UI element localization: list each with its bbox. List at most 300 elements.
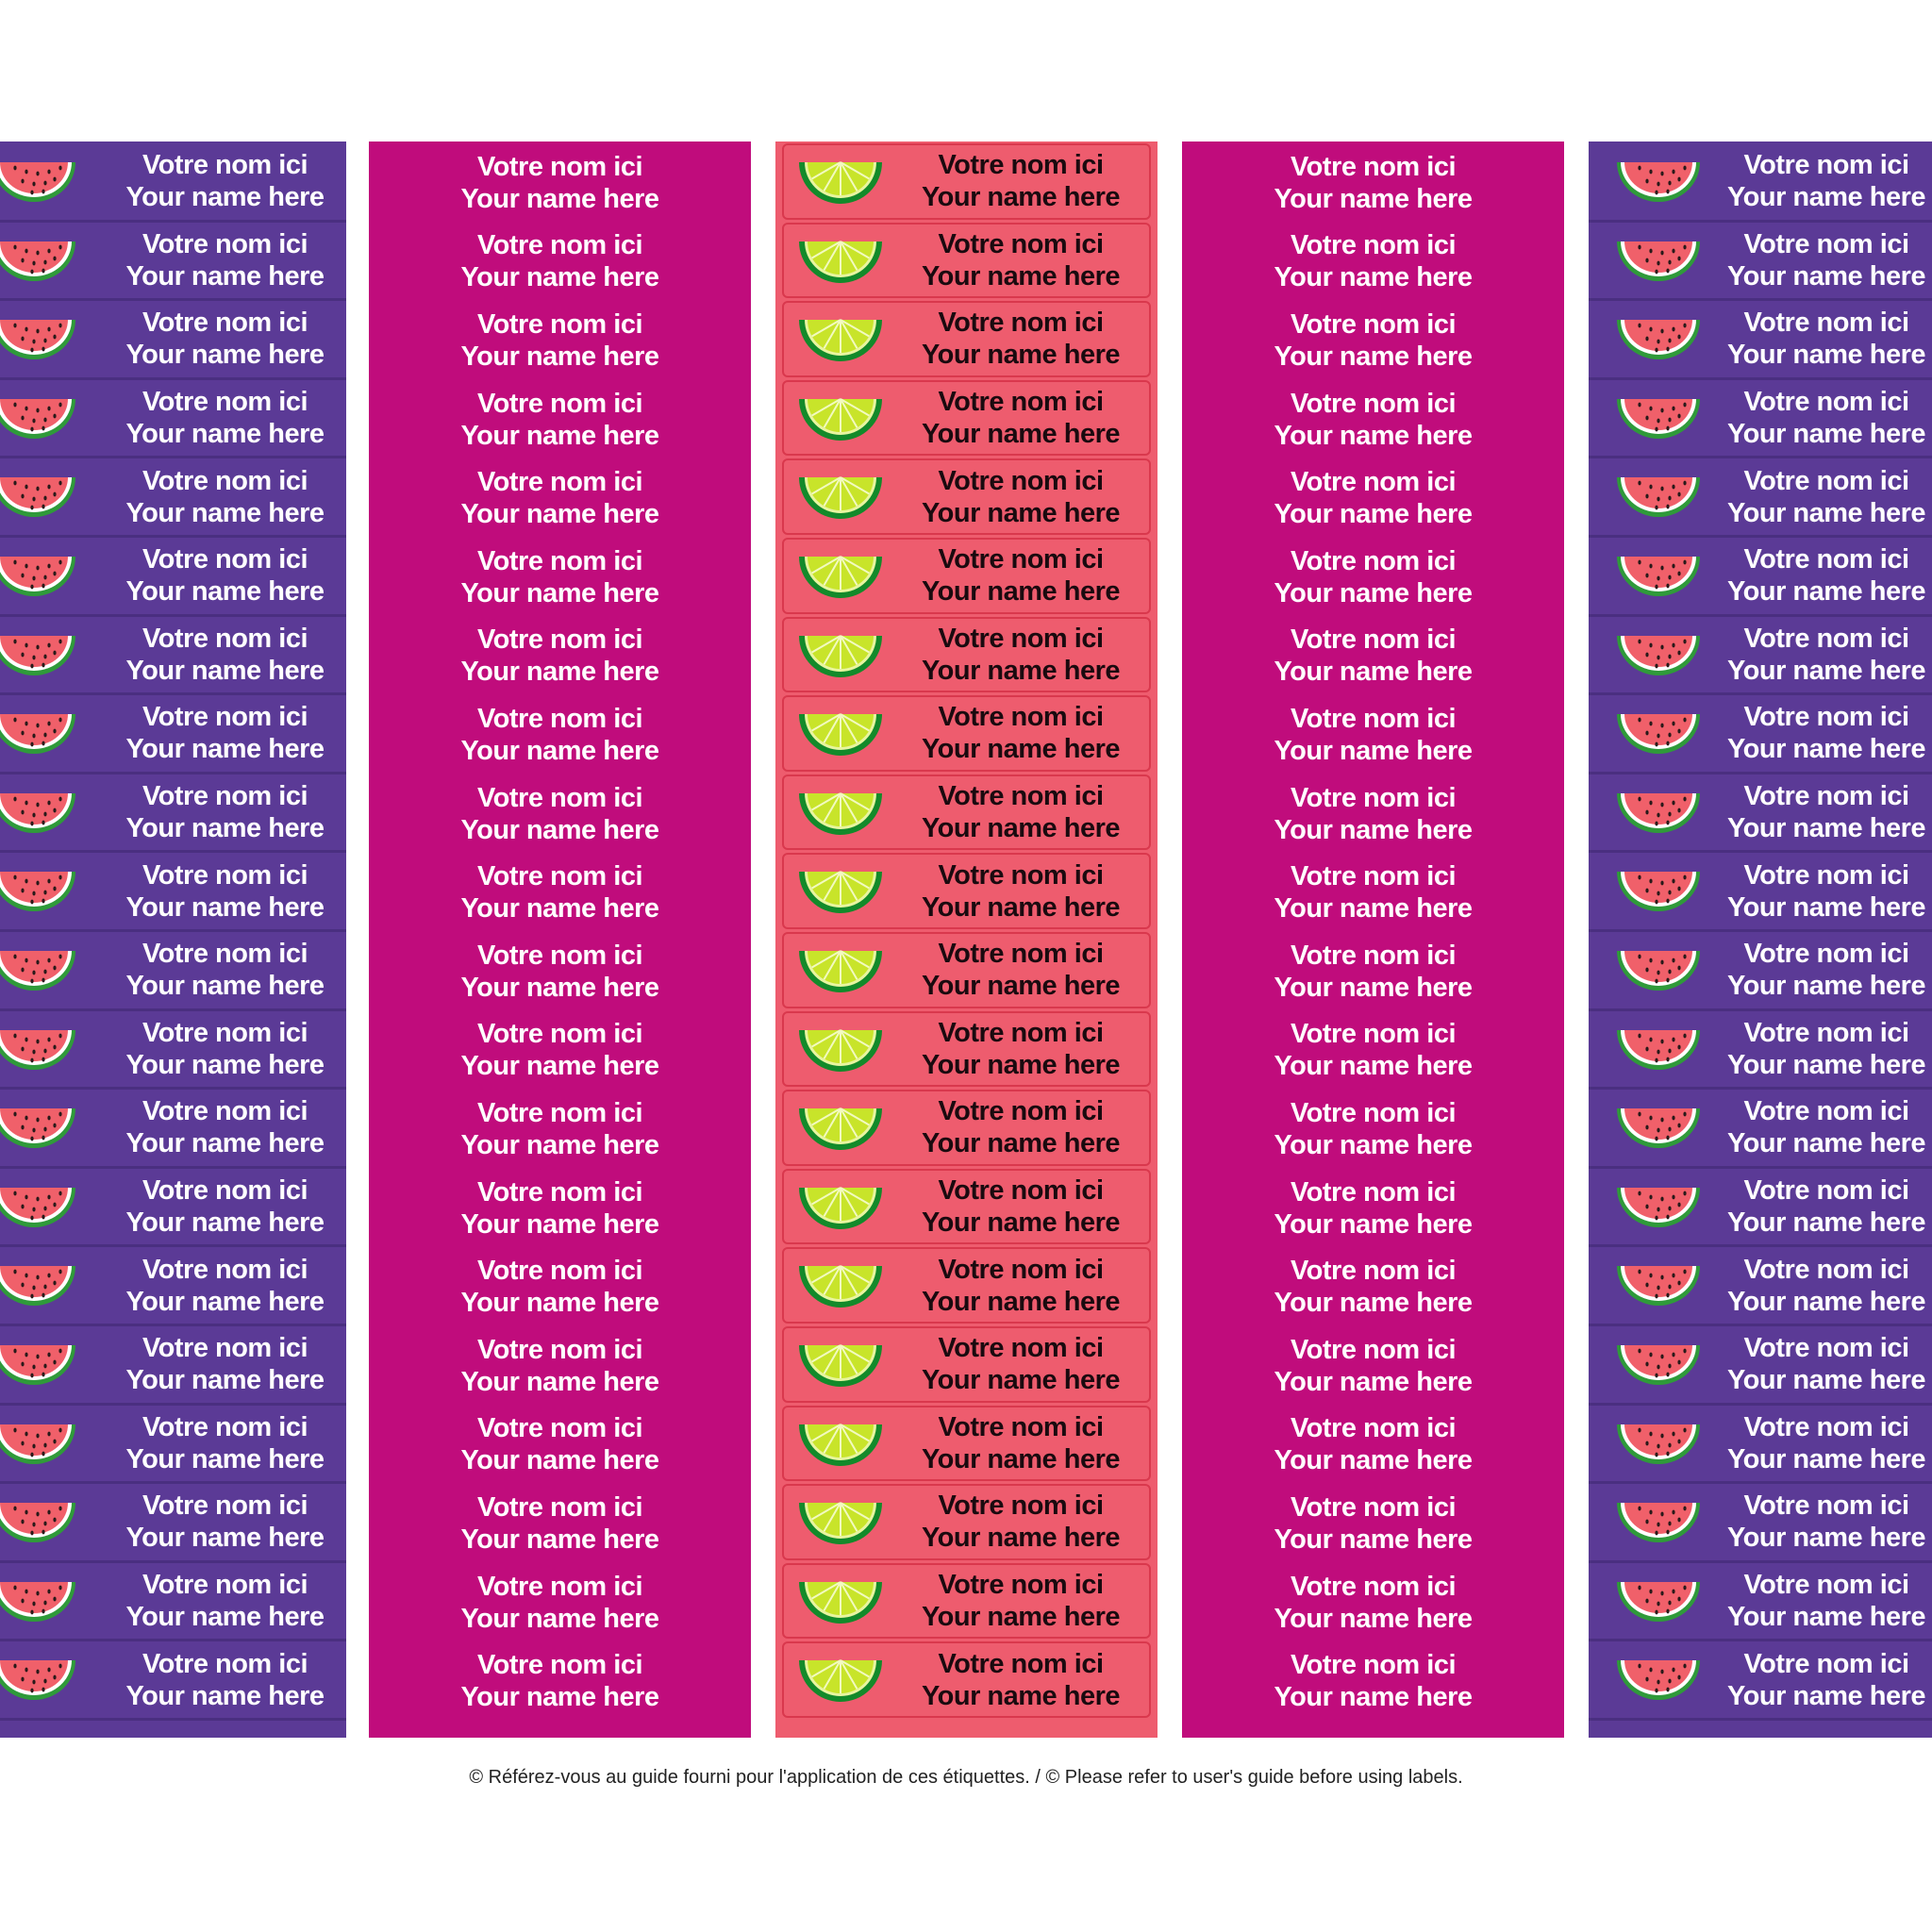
label-line-english: Your name here (460, 657, 659, 688)
label-text (1182, 1484, 1564, 1563)
label-line-french: Votre nom ici (142, 781, 308, 812)
label-line-english: Your name here (1726, 655, 1926, 686)
name-label (782, 853, 1151, 929)
label-line-french: Votre nom ici (938, 623, 1104, 654)
label-text (104, 1484, 346, 1560)
lime-icon (797, 1026, 884, 1072)
name-label (782, 143, 1151, 220)
label-line-french: Votre nom ici (938, 1648, 1104, 1679)
watermelon-icon (1615, 1499, 1702, 1544)
label-text (369, 1011, 751, 1091)
name-label (0, 380, 346, 459)
label-line-english: Your name here (1274, 341, 1473, 372)
watermelon-icon (1615, 553, 1702, 598)
label-line-english: Your name here (1726, 260, 1926, 291)
label-line-english: Your name here (921, 1286, 1121, 1317)
name-label (369, 1011, 751, 1091)
label-line-french: Votre nom ici (1743, 1096, 1909, 1127)
name-label (1589, 458, 1932, 538)
label-line-french: Votre nom ici (1743, 1648, 1909, 1679)
label-line-english: Your name here (921, 1602, 1121, 1633)
label-text (1182, 932, 1564, 1011)
label-line-english: Your name here (460, 1288, 659, 1319)
label-line-french: Votre nom ici (476, 1019, 643, 1050)
label-line-french: Votre nom ici (938, 1175, 1104, 1207)
name-label (0, 301, 346, 380)
label-text (892, 1013, 1149, 1086)
label-text (1182, 1563, 1564, 1642)
name-label (782, 617, 1151, 693)
label-line-english: Your name here (921, 419, 1121, 450)
label-line-french: Votre nom ici (476, 230, 643, 261)
label-line-french: Votre nom ici (938, 465, 1104, 496)
name-label (782, 1484, 1151, 1560)
name-label (0, 1406, 346, 1485)
label-line-english: Your name here (1274, 1524, 1473, 1555)
name-label (369, 695, 751, 774)
label-line-french: Votre nom ici (938, 1570, 1104, 1601)
name-label (1589, 143, 1932, 223)
name-label (782, 538, 1151, 614)
label-line-french: Votre nom ici (1290, 308, 1457, 340)
label-text (1182, 695, 1564, 774)
name-label (1182, 1011, 1564, 1091)
label-text (369, 1406, 751, 1485)
name-label (1589, 853, 1932, 932)
label-line-english: Your name here (921, 1523, 1121, 1554)
label-line-english: Your name here (921, 813, 1121, 844)
name-label (1182, 617, 1564, 696)
label-line-french: Votre nom ici (1743, 859, 1909, 891)
label-line-english: Your name here (1726, 1365, 1926, 1396)
label-text (1721, 1169, 1932, 1245)
label-line-french: Votre nom ici (1743, 1175, 1909, 1207)
label-text (1182, 617, 1564, 696)
label-line-english: Your name here (125, 1365, 325, 1396)
label-line-french: Votre nom ici (1290, 940, 1457, 971)
label-line-french: Votre nom ici (476, 1256, 643, 1287)
label-line-french: Votre nom ici (1290, 1650, 1457, 1681)
label-line-french: Votre nom ici (476, 151, 643, 182)
label-line-french: Votre nom ici (938, 308, 1104, 339)
name-label (1589, 1169, 1932, 1248)
label-text (1182, 774, 1564, 854)
label-line-french: Votre nom ici (1290, 1491, 1457, 1523)
label-text (369, 1247, 751, 1326)
watermelon-icon (0, 1026, 77, 1072)
name-label (1182, 695, 1564, 774)
name-label (1589, 695, 1932, 774)
label-text (369, 301, 751, 380)
label-text (104, 458, 346, 535)
label-line-french: Votre nom ici (142, 1175, 308, 1207)
label-line-french: Votre nom ici (938, 781, 1104, 812)
label-line-french: Votre nom ici (1290, 1176, 1457, 1208)
label-line-english: Your name here (125, 1680, 325, 1711)
lime-icon (797, 868, 884, 913)
label-line-french: Votre nom ici (142, 1096, 308, 1127)
label-text (104, 380, 346, 457)
label-line-english: Your name here (460, 262, 659, 293)
label-line-english: Your name here (125, 1208, 325, 1239)
label-line-english: Your name here (460, 183, 659, 214)
label-line-french: Votre nom ici (1743, 1411, 1909, 1442)
label-line-english: Your name here (921, 1680, 1121, 1711)
name-label (1182, 1169, 1564, 1248)
label-line-french: Votre nom ici (938, 1254, 1104, 1285)
label-line-english: Your name here (1274, 1682, 1473, 1713)
name-label (369, 853, 751, 932)
label-line-english: Your name here (460, 1208, 659, 1240)
label-text (1182, 853, 1564, 932)
label-line-english: Your name here (1726, 182, 1926, 213)
label-line-french: Votre nom ici (1290, 625, 1457, 656)
label-text (892, 697, 1149, 770)
name-label (782, 695, 1151, 772)
label-line-english: Your name here (1726, 1286, 1926, 1317)
watermelon-icon (0, 316, 77, 361)
label-text (892, 540, 1149, 612)
lime-icon (797, 632, 884, 677)
label-line-french: Votre nom ici (1290, 230, 1457, 261)
label-text (1182, 1090, 1564, 1169)
label-line-english: Your name here (460, 735, 659, 766)
label-text (1721, 1406, 1932, 1482)
label-line-french: Votre nom ici (476, 1413, 643, 1444)
label-line-french: Votre nom ici (1743, 308, 1909, 339)
label-text (369, 458, 751, 538)
label-line-english: Your name here (921, 891, 1121, 923)
label-text (1721, 1247, 1932, 1324)
name-label (1589, 932, 1932, 1011)
label-text (892, 619, 1149, 691)
label-text (104, 223, 346, 299)
watermelon-icon (0, 1184, 77, 1229)
label-line-english: Your name here (125, 1523, 325, 1554)
label-line-french: Votre nom ici (938, 939, 1104, 970)
label-line-english: Your name here (125, 1286, 325, 1317)
label-text (1721, 380, 1932, 457)
label-line-french: Votre nom ici (938, 150, 1104, 181)
label-column-plain-right (1182, 142, 1564, 1738)
label-line-french: Votre nom ici (142, 387, 308, 418)
label-text (369, 695, 751, 774)
label-line-english: Your name here (921, 971, 1121, 1002)
usage-notice: © Référez-vous au guide fourni pour l'application de ces étiquettes. / © Please refer to user's guide before using labels. (469, 1767, 1463, 1788)
lime-icon (797, 1421, 884, 1466)
name-label (782, 301, 1151, 377)
label-line-english: Your name here (1726, 734, 1926, 765)
label-line-english: Your name here (1274, 420, 1473, 451)
label-line-english: Your name here (125, 1128, 325, 1159)
name-label (1589, 1011, 1932, 1091)
name-label (1589, 1484, 1932, 1563)
lime-icon (797, 553, 884, 598)
label-line-english: Your name here (460, 420, 659, 451)
watermelon-icon (1615, 238, 1702, 283)
name-label (0, 223, 346, 302)
name-label (1182, 380, 1564, 459)
name-label (782, 458, 1151, 535)
watermelon-icon (1615, 1657, 1702, 1702)
label-text (892, 145, 1149, 218)
label-line-english: Your name here (460, 1524, 659, 1555)
label-line-english: Your name here (921, 1443, 1121, 1474)
watermelon-icon (0, 238, 77, 283)
label-text (369, 223, 751, 302)
label-column-watermelon-right (1589, 142, 1932, 1738)
name-label (369, 380, 751, 459)
name-label (1589, 774, 1932, 854)
label-line-english: Your name here (921, 260, 1121, 291)
label-line-french: Votre nom ici (1743, 1254, 1909, 1285)
name-label (369, 617, 751, 696)
name-label (369, 1247, 751, 1326)
label-line-french: Votre nom ici (1290, 1413, 1457, 1444)
watermelon-icon (1615, 1262, 1702, 1307)
watermelon-icon (0, 474, 77, 519)
label-text (1182, 301, 1564, 380)
label-line-english: Your name here (1726, 813, 1926, 844)
name-label (0, 1090, 346, 1169)
label-line-french: Votre nom ici (142, 1491, 308, 1522)
label-text (369, 1326, 751, 1406)
label-line-french: Votre nom ici (476, 467, 643, 498)
name-label (1182, 932, 1564, 1011)
label-line-english: Your name here (125, 734, 325, 765)
lime-icon (797, 1105, 884, 1150)
name-label (782, 1406, 1151, 1482)
label-line-french: Votre nom ici (142, 308, 308, 339)
label-text (892, 303, 1149, 375)
name-label (0, 1169, 346, 1248)
lime-icon (797, 395, 884, 441)
label-line-french: Votre nom ici (476, 861, 643, 892)
label-line-english: Your name here (921, 1128, 1121, 1159)
label-line-french: Votre nom ici (142, 1570, 308, 1601)
watermelon-icon (1615, 790, 1702, 835)
label-line-english: Your name here (125, 340, 325, 371)
label-line-french: Votre nom ici (938, 859, 1104, 891)
lime-icon (797, 1499, 884, 1544)
label-line-french: Votre nom ici (1290, 1097, 1457, 1128)
label-line-french: Votre nom ici (1290, 703, 1457, 734)
label-line-french: Votre nom ici (1743, 702, 1909, 733)
name-label (1589, 1326, 1932, 1406)
label-line-english: Your name here (921, 340, 1121, 371)
label-text (892, 1171, 1149, 1243)
name-label (369, 1641, 751, 1721)
label-text (1182, 1326, 1564, 1406)
label-text (1182, 223, 1564, 302)
label-line-english: Your name here (460, 1603, 659, 1634)
label-line-french: Votre nom ici (476, 1176, 643, 1208)
label-text (104, 1090, 346, 1166)
label-line-english: Your name here (921, 182, 1121, 213)
name-label (1182, 1090, 1564, 1169)
label-line-english: Your name here (460, 1682, 659, 1713)
label-text (1182, 538, 1564, 617)
label-line-french: Votre nom ici (1743, 939, 1909, 970)
label-line-french: Votre nom ici (476, 782, 643, 813)
label-text (1182, 1641, 1564, 1721)
name-label (1182, 143, 1564, 223)
label-line-english: Your name here (1274, 499, 1473, 530)
watermelon-icon (0, 632, 77, 677)
label-text (1182, 1169, 1564, 1248)
label-line-french: Votre nom ici (142, 544, 308, 575)
label-line-french: Votre nom ici (938, 387, 1104, 418)
name-label (1589, 223, 1932, 302)
label-line-english: Your name here (1274, 1445, 1473, 1476)
name-label (1589, 617, 1932, 696)
label-line-french: Votre nom ici (476, 1097, 643, 1128)
label-text (104, 1169, 346, 1245)
name-label (1589, 301, 1932, 380)
name-label (0, 458, 346, 538)
label-line-english: Your name here (125, 576, 325, 608)
label-line-french: Votre nom ici (476, 545, 643, 576)
label-line-french: Votre nom ici (938, 544, 1104, 575)
label-line-french: Votre nom ici (1290, 388, 1457, 419)
label-line-french: Votre nom ici (476, 625, 643, 656)
lime-icon (797, 790, 884, 835)
label-line-french: Votre nom ici (1743, 228, 1909, 259)
label-text (369, 617, 751, 696)
label-text (1721, 143, 1932, 220)
watermelon-icon (0, 1262, 77, 1307)
label-text (369, 853, 751, 932)
lime-icon (797, 710, 884, 756)
label-text (892, 1091, 1149, 1164)
label-text (369, 1641, 751, 1721)
label-text (104, 143, 346, 220)
name-label (369, 1406, 751, 1485)
label-text (1721, 538, 1932, 614)
label-line-english: Your name here (1274, 1208, 1473, 1240)
name-label (1589, 380, 1932, 459)
label-line-french: Votre nom ici (1290, 467, 1457, 498)
label-text (892, 1643, 1149, 1716)
watermelon-icon (1615, 710, 1702, 756)
lime-icon (797, 474, 884, 519)
watermelon-icon (0, 710, 77, 756)
name-label (369, 774, 751, 854)
name-label (1589, 1641, 1932, 1721)
lime-icon (797, 1657, 884, 1702)
name-label (782, 223, 1151, 299)
label-text (104, 774, 346, 851)
label-line-english: Your name here (1726, 497, 1926, 528)
label-line-english: Your name here (460, 341, 659, 372)
name-label (782, 932, 1151, 1008)
name-label (1182, 301, 1564, 380)
watermelon-icon (1615, 1578, 1702, 1624)
label-line-english: Your name here (1274, 577, 1473, 608)
label-text (892, 225, 1149, 297)
label-line-french: Votre nom ici (1743, 544, 1909, 575)
name-label (1182, 1641, 1564, 1721)
label-line-english: Your name here (1274, 735, 1473, 766)
label-text (369, 1169, 751, 1248)
name-label (369, 1563, 751, 1642)
label-text (369, 1563, 751, 1642)
label-line-french: Votre nom ici (938, 1333, 1104, 1364)
label-text (892, 1486, 1149, 1558)
name-label (0, 1484, 346, 1563)
label-line-english: Your name here (460, 499, 659, 530)
name-label (782, 1011, 1151, 1088)
name-label (0, 538, 346, 617)
name-label (1182, 538, 1564, 617)
label-text (369, 1090, 751, 1169)
label-line-french: Votre nom ici (1743, 1017, 1909, 1048)
label-line-french: Votre nom ici (938, 1411, 1104, 1442)
label-text (1721, 1011, 1932, 1088)
name-label (0, 1563, 346, 1642)
name-label (1182, 1484, 1564, 1563)
watermelon-icon (0, 1341, 77, 1387)
label-text (1182, 1247, 1564, 1326)
label-text (1721, 1563, 1932, 1640)
label-line-english: Your name here (460, 1366, 659, 1397)
label-line-english: Your name here (921, 576, 1121, 608)
label-column-lime (775, 142, 1158, 1738)
label-line-french: Votre nom ici (1743, 781, 1909, 812)
label-line-english: Your name here (125, 419, 325, 450)
label-line-french: Votre nom ici (938, 1491, 1104, 1522)
label-text (369, 380, 751, 459)
label-text (104, 853, 346, 929)
label-text (1721, 932, 1932, 1008)
label-line-french: Votre nom ici (476, 388, 643, 419)
lime-icon (797, 1578, 884, 1624)
label-line-french: Votre nom ici (1290, 1571, 1457, 1602)
label-line-french: Votre nom ici (142, 1254, 308, 1285)
label-line-english: Your name here (1726, 1443, 1926, 1474)
label-line-french: Votre nom ici (476, 703, 643, 734)
label-text (892, 382, 1149, 455)
name-label (1182, 1326, 1564, 1406)
label-line-english: Your name here (125, 655, 325, 686)
lime-icon (797, 1341, 884, 1387)
name-label (0, 143, 346, 223)
label-line-french: Votre nom ici (938, 1096, 1104, 1127)
label-line-english: Your name here (1726, 891, 1926, 923)
name-label (369, 301, 751, 380)
label-line-english: Your name here (921, 1208, 1121, 1239)
label-line-french: Votre nom ici (142, 150, 308, 181)
watermelon-icon (1615, 158, 1702, 204)
name-label (369, 458, 751, 538)
label-text (892, 855, 1149, 927)
label-text (1182, 1011, 1564, 1091)
label-text (1721, 617, 1932, 693)
name-label (782, 1247, 1151, 1324)
name-label (369, 223, 751, 302)
label-line-french: Votre nom ici (476, 940, 643, 971)
label-line-english: Your name here (1274, 1366, 1473, 1397)
label-line-english: Your name here (460, 1051, 659, 1082)
watermelon-icon (1615, 1105, 1702, 1150)
label-line-english: Your name here (460, 972, 659, 1003)
label-text (1721, 1641, 1932, 1718)
label-line-english: Your name here (1274, 972, 1473, 1003)
watermelon-icon (1615, 474, 1702, 519)
label-line-french: Votre nom ici (1743, 387, 1909, 418)
label-line-english: Your name here (125, 891, 325, 923)
watermelon-icon (0, 947, 77, 992)
